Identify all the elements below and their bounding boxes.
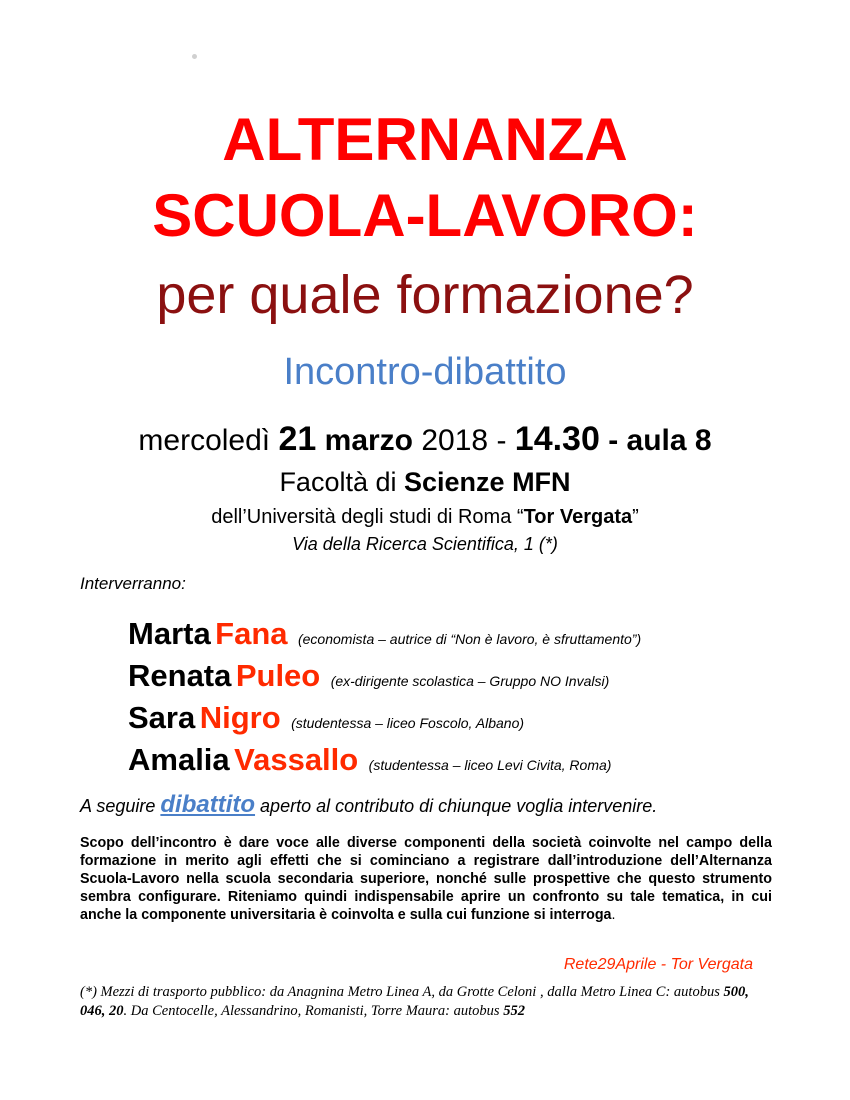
speaker-last-name: Vassallo [234,742,359,777]
signature: Rete29Aprile - Tor Vergata [563,956,753,973]
stray-dot [192,54,197,59]
title-line-1: ALTERNANZA [222,106,628,173]
event-separator: - [496,424,507,457]
transport-bus-lines-2: 552 [503,1003,525,1019]
debate-keyword: dibattito [160,791,256,818]
follow-prefix: A seguire [80,796,156,816]
faculty-name: Scienze MFN [404,467,571,497]
description-paragraph [80,834,772,924]
title-line-2: SCUOLA-LAVORO: [152,182,698,249]
speaker-role: (studentessa – liceo Levi Civita, Roma) [368,757,612,773]
event-weekday: mercoledì [138,424,271,457]
transport-note [80,983,772,1021]
transport-bus-lines-1: 500, 046, 20 [80,984,749,1019]
event-time: 14.30 [514,420,600,458]
university-line [0,503,850,531]
faculty-prefix: Facoltà di [279,467,397,497]
event-room: - aula 8 [608,424,712,457]
speaker-row [128,614,641,660]
speakers-label [80,572,186,596]
speaker-role: (economista – autrice di “Non è lavoro, è sfruttamento”) [297,631,642,647]
speakers-label-colon: : [181,574,186,593]
event-day: 21 [278,420,317,458]
speaker-last-name: Fana [215,616,288,651]
faculty-line [0,464,850,500]
follow-suffix: aperto al contributo di chiunque voglia intervenire. [260,796,658,816]
description-text: Scopo dell’incontro è dare voce alle diverse componenti della società coinvolte nel campo della formazione in merito agli effetti che si cominciano a registrare dall’introduzione dell’Alternanza Scuola-Lavoro nella scuola secondaria superiore, nonché sulle prospettive che questo strumento sembra configurare. Riteniamo quindi indispensabile aprire un confronto su tale tematica, in cui anche la componente universitaria è coinvolta e sulla cui funzione si interroga [80,835,772,923]
follow-up-line [80,790,657,821]
venue-address: Via della Ricerca Scientifica, 1 (*) [292,534,558,554]
university-name: Tor Vergata [523,506,633,528]
speaker-role: (studentessa – liceo Foscolo, Albano) [291,715,525,731]
transport-part-2: . Da Centocelle, Alessandrino, Romanisti, Torre Maura: autobus [123,1003,500,1019]
event-date-line [0,418,850,462]
speaker-row [128,740,611,786]
title-line-3: per quale formazione? [156,265,694,325]
speaker-first-name: Sara [128,700,196,735]
speaker-last-name: Nigro [199,700,281,735]
transport-part-1: (*) Mezzi di trasporto pubblico: da Anagnina Metro Linea A, da Grotte Celoni , dalla Metro Linea C: autobus [80,984,720,1000]
speaker-first-name: Amalia [128,742,230,777]
speaker-row [128,698,524,744]
subtitle: Incontro-dibattito [283,351,567,393]
speaker-last-name: Puleo [235,658,321,693]
university-prefix: dell’Università degli studi di Roma “ [211,506,524,528]
speaker-first-name: Marta [128,616,211,651]
event-month: marzo [324,424,413,457]
speaker-first-name: Renata [128,658,232,693]
speaker-row [128,656,609,702]
description-end: . [611,907,616,923]
university-suffix: ” [632,506,639,528]
event-year: 2018 [421,424,489,457]
speakers-label-text: Interverranno [80,574,182,593]
speaker-role: (ex-dirigente scolastica – Gruppo NO Invalsi) [330,673,610,689]
